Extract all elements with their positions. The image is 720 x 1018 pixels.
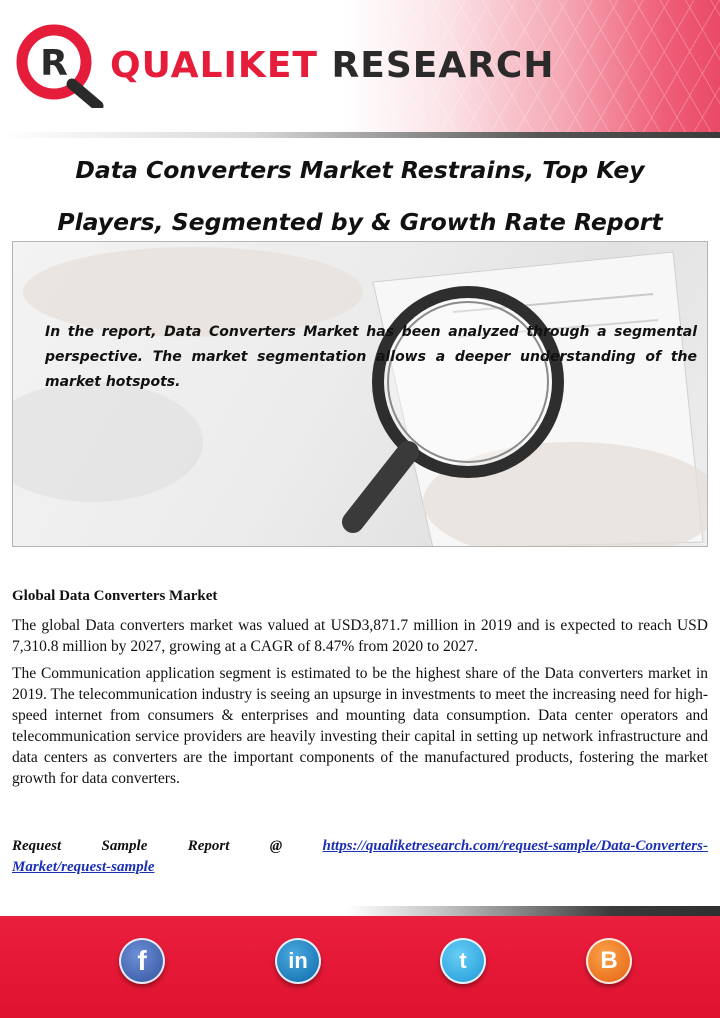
hero-caption: In the report, Data Converters Market has been analyzed through a segmental perspective. The market segmentation allows a deeper understanding of the market hotspots. (45, 324, 697, 390)
request-sample-link-part2[interactable]: Market/request-sample (12, 859, 155, 875)
logo-word-research: RESEARCH (331, 45, 555, 86)
at-sign: @ (269, 838, 283, 854)
paragraph-market-value: The global Data converters market was valued at USD3,871.7 million in 2019 and is expected to reach USD 7,310.8 million by 2027, growing at a CAGR of 8.47% from 2020 to 2027. (12, 617, 708, 655)
request-sample-link-part1[interactable]: https://qualiketresearch.com/request-sample/Data-Converters- (322, 838, 708, 854)
page-title (20, 144, 700, 248)
logo-word-qualiket: QUALIKET (110, 45, 318, 86)
title-line-2: Players, Segmented by & Growth Rate Report (57, 208, 663, 236)
hero-image (12, 241, 708, 547)
request-word: Request (12, 838, 62, 854)
footer-divider (0, 906, 720, 916)
section-heading: Global Data Converters Market (12, 588, 218, 604)
twitter-icon[interactable]: t (440, 938, 486, 984)
header-banner (0, 0, 720, 132)
sample-word: Sample (101, 838, 148, 854)
header-divider (0, 132, 720, 138)
title-line-1: Data Converters Market Restrains, Top Key (75, 156, 645, 184)
logo-mark-icon (14, 22, 104, 108)
request-sample-line (12, 836, 708, 878)
logo-letter: R (40, 43, 68, 84)
blogger-icon[interactable]: B (586, 938, 632, 984)
article-body (12, 586, 708, 795)
logo-wordmark (110, 44, 554, 88)
facebook-icon[interactable]: f (119, 938, 165, 984)
paragraph-communication-segment: The Communication application segment is estimated to be the highest share of the Data converters market in 2019. The telecommunication industry is seeing an upsurge in investments to meet the increasing need for high-speed internet from consumers & enterprises and mounting data consumption. Data center operators and telecommunication service providers are heavily investing their capital in setting up network infrastructure and data centers as converters are the important components of the manufactured products, fostering the market growth for data converters. (12, 665, 708, 787)
footer-bar (0, 916, 720, 1018)
report-word: Report (187, 838, 230, 854)
linkedin-icon[interactable]: in (275, 938, 321, 984)
